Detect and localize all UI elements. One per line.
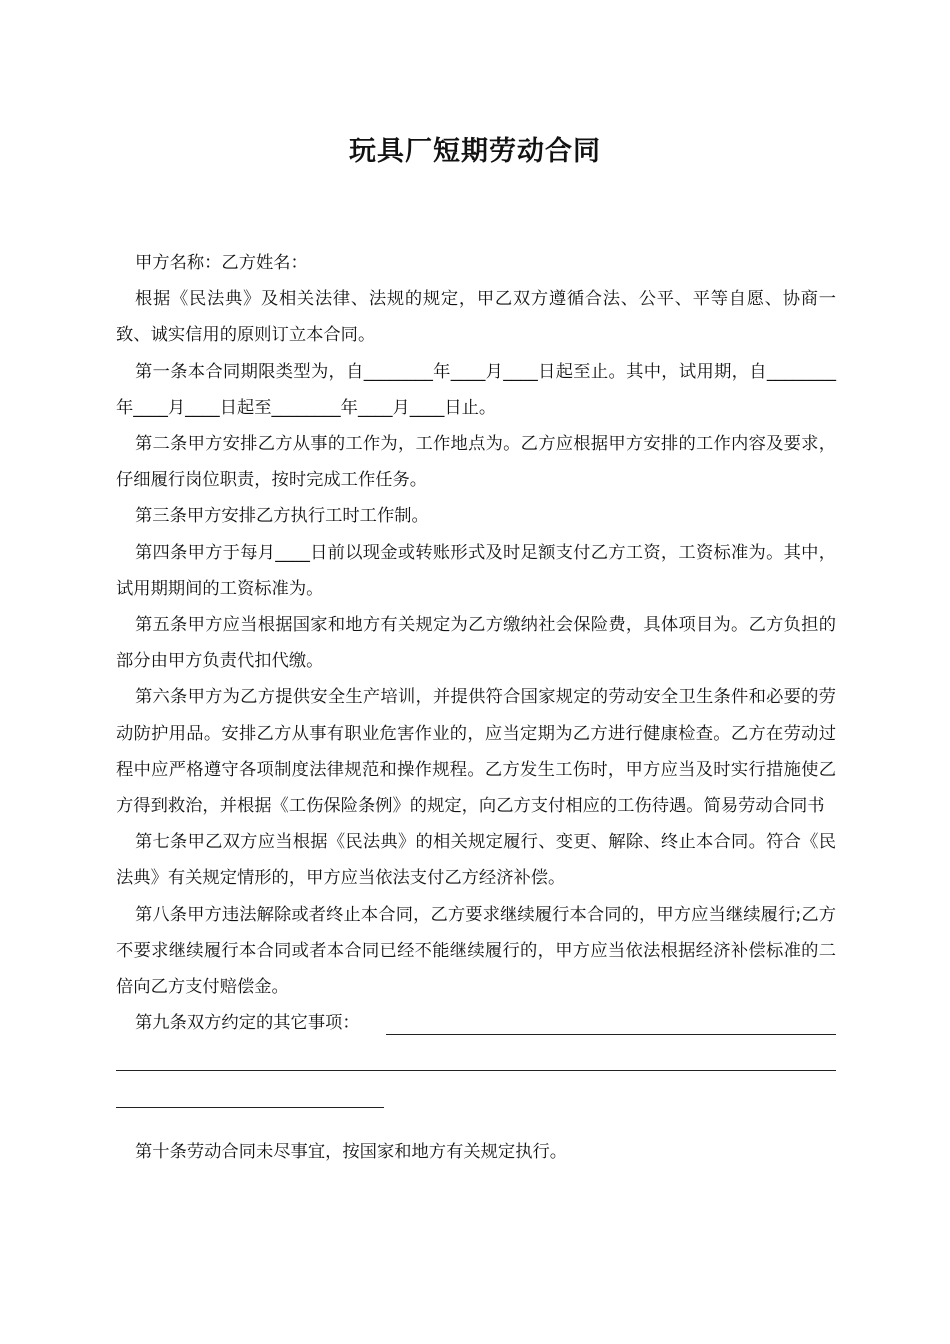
article-6-safety: 第六条甲方为乙方提供安全生产培训，并提供符合国家规定的劳动安全卫生条件和必要的劳动防护用品。安排乙方从事有职业危害作业的，应当定期为乙方进行健康检查。乙方在劳动过程中应严格遵守各项制度法律规范和操作规程。乙方发生工伤时，甲方应当及时实行措施使乙方得到救治，并根据《工伤保险条例》的规定，向乙方支付相应的工伤待遇。简易劳动合同书 <box>116 687 836 817</box>
article-2-work: 第二条甲方安排乙方从事的工作为，工作地点为。乙方应根据甲方安排的工作内容及要求，仔细履行岗位职责，按时完成工作任务。 <box>116 434 836 491</box>
article-4-wages: 第四条甲方于每月____日前以现金或转账形式及时足额支付乙方工资，工资标准为。其中，试用期期间的工资标准为。 <box>116 542 836 599</box>
contract-body <box>116 245 836 1170</box>
fill-in-rule <box>116 1070 836 1071</box>
article-8-compensation: 第八条甲方违法解除或者终止本合同，乙方要求继续履行本合同的，甲方应当继续履行;乙方不要求继续履行本合同或者本合同已经不能继续履行的，甲方应当依法根据经济补偿标准的二倍向乙方支付赔偿金。 <box>116 904 836 998</box>
article-7-termination: 第七条甲乙双方应当根据《民法典》的相关规定履行、变更、解除、终止本合同。符合《民法典》有关规定情形的，甲方应当依法支付乙方经济补偿。 <box>116 832 836 889</box>
article-10-misc: 第十条劳动合同未尽事宜，按国家和地方有关规定执行。 <box>135 1141 568 1162</box>
page-title: 玩具厂短期劳动合同 <box>349 136 601 167</box>
article-5-insurance: 第五条甲方应当根据国家和地方有关规定为乙方缴纳社会保险费，具体项目为。乙方负担的部分由甲方负责代扣代缴。 <box>116 615 836 672</box>
preamble-paragraph: 根据《民法典》及相关法律、法规的规定，甲乙双方遵循合法、公平、平等自愿、协商一致、诚实信用的原则订立本合同。 <box>116 289 836 346</box>
spacer <box>116 1114 836 1134</box>
blank-line <box>116 1041 836 1077</box>
article-9-other-matters: 第九条双方约定的其它事项： <box>135 1013 360 1034</box>
article-3-hours: 第三条甲方安排乙方执行工时工作制。 <box>135 506 429 527</box>
fill-in-rule <box>116 1107 384 1108</box>
fill-in-rule <box>386 1034 836 1035</box>
article-9-line <box>116 1005 836 1041</box>
party-names-line: 甲方名称：乙方姓名： <box>135 253 308 273</box>
blank-line <box>116 1078 836 1114</box>
article-1-term: 第一条本合同期限类型为，自________年____月____日起至止。其中，试用期，自________年____月____日起至________年____月____日止。 <box>116 361 836 418</box>
